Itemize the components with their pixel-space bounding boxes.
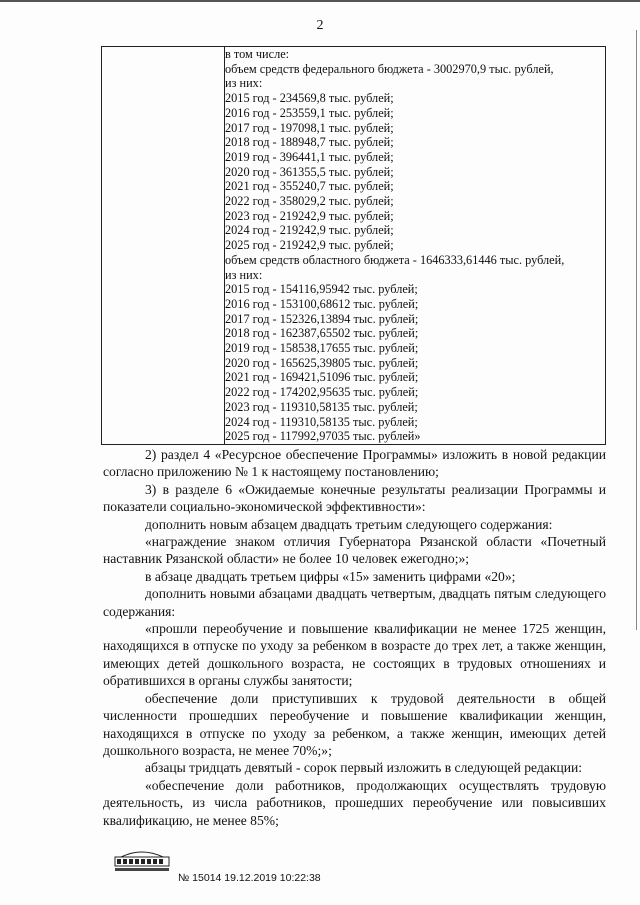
- paragraph: «обеспечение доли работников, продолжающих осуществлять трудовую деятельность, из числа работников, прошедших переобучение или повысивших квалификацию, не менее 85%;: [103, 777, 606, 828]
- budget-line: 2022 год - 174202,95635 тыс. рублей;: [225, 385, 419, 400]
- paragraph: абзацы тридцать девятый - сорок первый изложить в следующей редакции:: [145, 760, 583, 776]
- budget-line: 2020 год - 165625,39805 тыс. рублей;: [225, 355, 419, 370]
- paragraph-item-3: 3) в разделе 6 «Ожидаемые конечные результаты реализации Программы и показатели социально-экономической эффективности»:: [103, 481, 606, 515]
- budget-line: 2017 год - 152326,13894 тыс. рублей;: [225, 311, 419, 326]
- registration-stamp: № 15014 19.12.2019 10:22:38: [178, 872, 321, 884]
- budget-line: 2016 год - 253559,1 тыс. рублей;: [225, 105, 394, 120]
- scan-right-edge: [636, 30, 637, 630]
- budget-table-value-cell: [225, 47, 606, 445]
- budget-line: 2017 год - 197098,1 тыс. рублей;: [225, 120, 394, 135]
- budget-table: [101, 46, 606, 445]
- budget-line: 2023 год - 119310,58135 тыс. рублей;: [225, 399, 418, 414]
- budget-line: объем средств областного бюджета - 1646333,61446 тыс. рублей,: [225, 252, 565, 267]
- page-number: 2: [316, 18, 324, 33]
- scan-top-edge: [0, 0, 640, 2]
- budget-line: 2015 год - 154116,95942 тыс. рублей;: [225, 282, 418, 297]
- budget-line: 2019 год - 158538,17655 тыс. рублей;: [225, 341, 419, 356]
- paragraph: обеспечение доли приступивших к трудовой деятельности в общей численности прошедших переобучение и повышение квалификации женщин, находящихся в отпуске по уходу за ребенком, а также женщин, имеющих детей дошкольного возраста, не менее 70%;»;: [103, 690, 606, 758]
- budget-line: 2023 год - 219242,9 тыс. рублей;: [225, 208, 394, 223]
- budget-line: 2024 год - 219242,9 тыс. рублей;: [225, 223, 394, 238]
- paragraph: дополнить новым абзацем двадцать третьим следующего содержания:: [145, 516, 553, 532]
- paragraph: «награждение знаком отличия Губернатора Рязанской области «Почетный наставник Рязанской области» не более 10 человек ежегодно;»;: [103, 534, 606, 567]
- budget-line: 2019 год - 396441,1 тыс. рублей;: [225, 149, 394, 164]
- budget-line: 2018 год - 188948,7 тыс. рублей;: [225, 135, 394, 150]
- budget-line: 2020 год - 361355,5 тыс. рублей;: [225, 164, 394, 179]
- registry-stamp-icon: [113, 845, 171, 873]
- budget-line: объем средств федерального бюджета - 3002970,9 тыс. рублей,: [225, 61, 554, 76]
- budget-line: 2025 год - 219242,9 тыс. рублей;: [225, 238, 394, 253]
- paragraph: в абзаце двадцать третьем цифры «15» заменить цифрами «20»;: [145, 568, 516, 584]
- budget-line: 2015 год - 234569,8 тыс. рублей;: [225, 91, 394, 106]
- paragraph: «прошли переобучение и повышение квалификации не менее 1725 женщин, находящихся в отпуске по уходу за ребенком в возрасте до трех лет, а также женщин, имеющих детей дошкольного возраста, не состоящих в трудовых отношениях и обратившихся в органы службы занятости;: [103, 621, 606, 689]
- budget-line: в том числе:: [225, 47, 290, 61]
- budget-line: 2021 год - 169421,51096 тыс. рублей;: [225, 370, 419, 385]
- budget-line: из них:: [225, 76, 263, 91]
- document-body: [103, 446, 606, 829]
- budget-line: из них:: [225, 267, 263, 282]
- budget-line: 2016 год - 153100,68612 тыс. рублей;: [225, 296, 419, 311]
- paragraph-item-2: 2) раздел 4 «Ресурсное обеспечение Программы» изложить в новой редакции согласно приложению № 1 к настоящему постановлению;: [103, 447, 606, 480]
- budget-table-label-cell: [102, 47, 225, 445]
- budget-line: 2018 год - 162387,65502 тыс. рублей;: [225, 326, 419, 341]
- budget-line: 2021 год - 355240,7 тыс. рублей;: [225, 179, 394, 194]
- paragraph: дополнить новыми абзацами двадцать четвертым, двадцать пятым следующего содержания:: [103, 586, 606, 619]
- budget-line: 2025 год - 117992,97035 тыс. рублей»: [225, 429, 421, 444]
- budget-line: 2024 год - 119310,58135 тыс. рублей;: [225, 414, 418, 429]
- budget-line: 2022 год - 358029,2 тыс. рублей;: [225, 194, 394, 209]
